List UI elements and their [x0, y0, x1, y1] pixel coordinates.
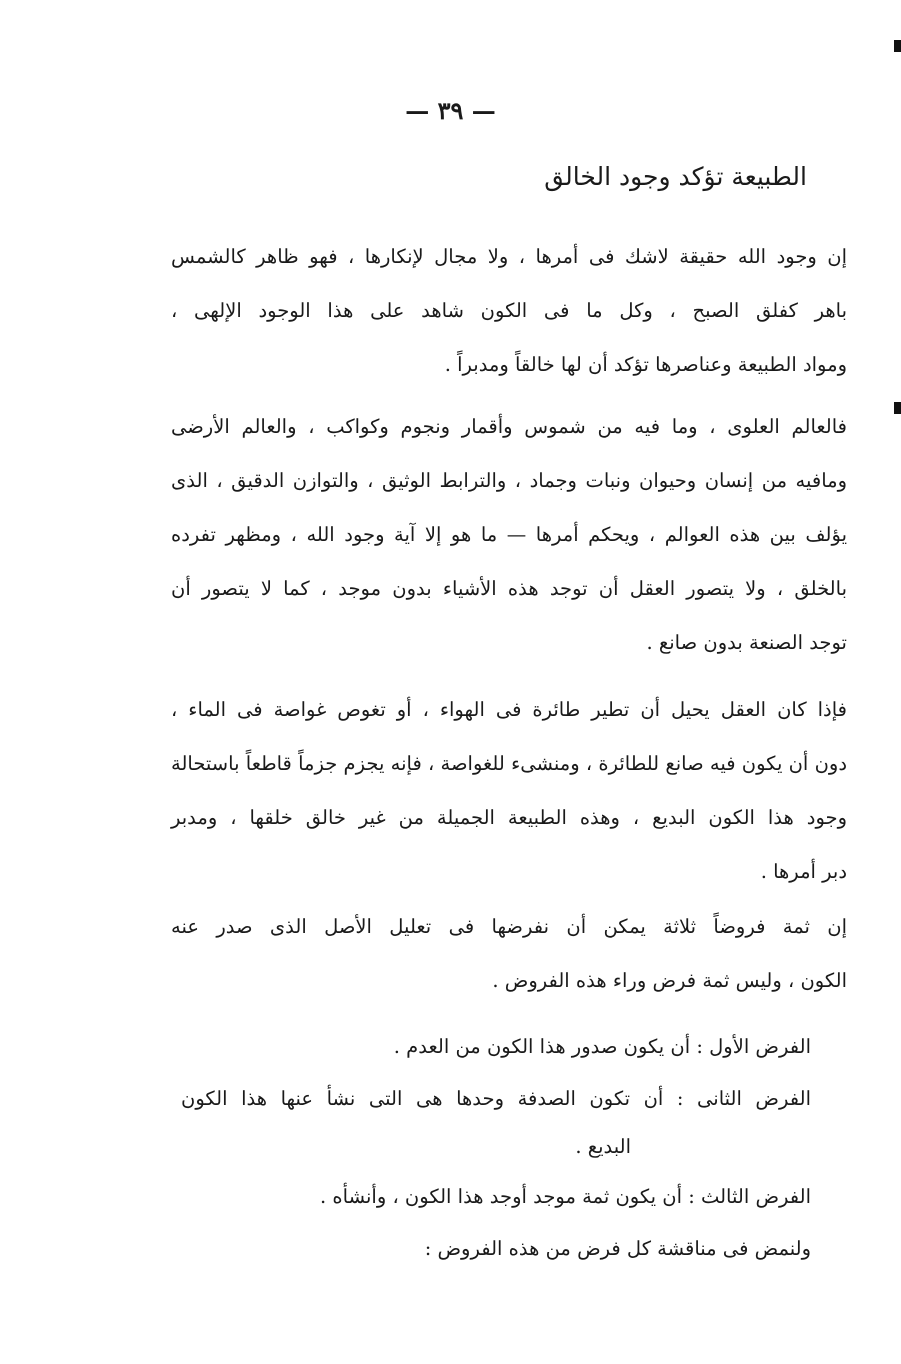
text-line: دون أن يكون فيه صانع للطائرة ، ومنشىء للغواصة ، فإنه يجزم جزماً قاطعاً باستحالة	[171, 752, 847, 775]
closing-line: ولنمض فى مناقشة كل فرض من هذه الفروض :	[424, 1237, 811, 1260]
margin-mark	[894, 40, 901, 52]
text-line: ومافيه من إنسان وحيوان ونبات وجماد ، والترابط الوثيق ، والتوازن الدقيق ، الذى	[171, 469, 847, 492]
hypothesis-second-continued: البديع .	[575, 1135, 631, 1158]
text-line: ومواد الطبيعة وعناصرها تؤكد أن لها خالقاً ومدبراً .	[444, 353, 847, 376]
text-line: إن ثمة فروضاً ثلاثة يمكن أن نفرضها فى تعليل الأصل الذى صدر عنه	[171, 915, 847, 938]
text-line: فإذا كان العقل يحيل أن تطير طائرة فى الهواء ، أو تغوص غواصة فى الماء ،	[171, 698, 847, 721]
paragraph-4	[171, 900, 847, 1008]
section-heading: الطبيعة تؤكد وجود الخالق	[544, 162, 807, 191]
text-line: يؤلف بين هذه العوالم ، ويحكم أمرها — ما هو إلا آية وجود الله ، ومظهر تفرده	[171, 523, 847, 546]
text-line: وجود هذا الكون البديع ، وهذه الطبيعة الجميلة من غير خالق خلقها ، ومدبر	[171, 806, 847, 829]
paragraph-3	[171, 683, 847, 899]
text-line: دبر أمرها .	[760, 860, 847, 883]
paragraph-2	[171, 400, 847, 670]
text-line: بالخلق ، ولا يتصور العقل أن توجد هذه الأشياء بدون موجد ، كما لا يتصور أن	[171, 577, 847, 600]
hypothesis-second: الفرض الثانى : أن تكون الصدفة وحدها هى التى نشأ عنها هذا الكون	[181, 1087, 811, 1110]
hypothesis-first: الفرض الأول : أن يكون صدور هذا الكون من العدم .	[393, 1035, 811, 1058]
text-line: إن وجود الله حقيقة لاشك فى أمرها ، ولا مجال لإنكارها ، فهو ظاهر كالشمس	[171, 245, 847, 268]
text-line: توجد الصنعة بدون صانع .	[646, 631, 847, 654]
margin-mark	[894, 402, 901, 414]
page-number: — ٣٩ —	[405, 96, 496, 125]
text-line: باهر كفلق الصبح ، وكل ما فى الكون شاهد على هذا الوجود الإلهى ،	[171, 299, 847, 322]
text-line: الكون ، وليس ثمة فرض وراء هذه الفروض .	[492, 969, 847, 992]
hypothesis-third: الفرض الثالث : أن يكون ثمة موجد أوجد هذا الكون ، وأنشأه .	[320, 1185, 811, 1208]
paragraph-1	[171, 230, 847, 392]
text-line: فالعالم العلوى ، وما فيه من شموس وأقمار ونجوم وكواكب ، والعالم الأرضى	[171, 415, 847, 438]
